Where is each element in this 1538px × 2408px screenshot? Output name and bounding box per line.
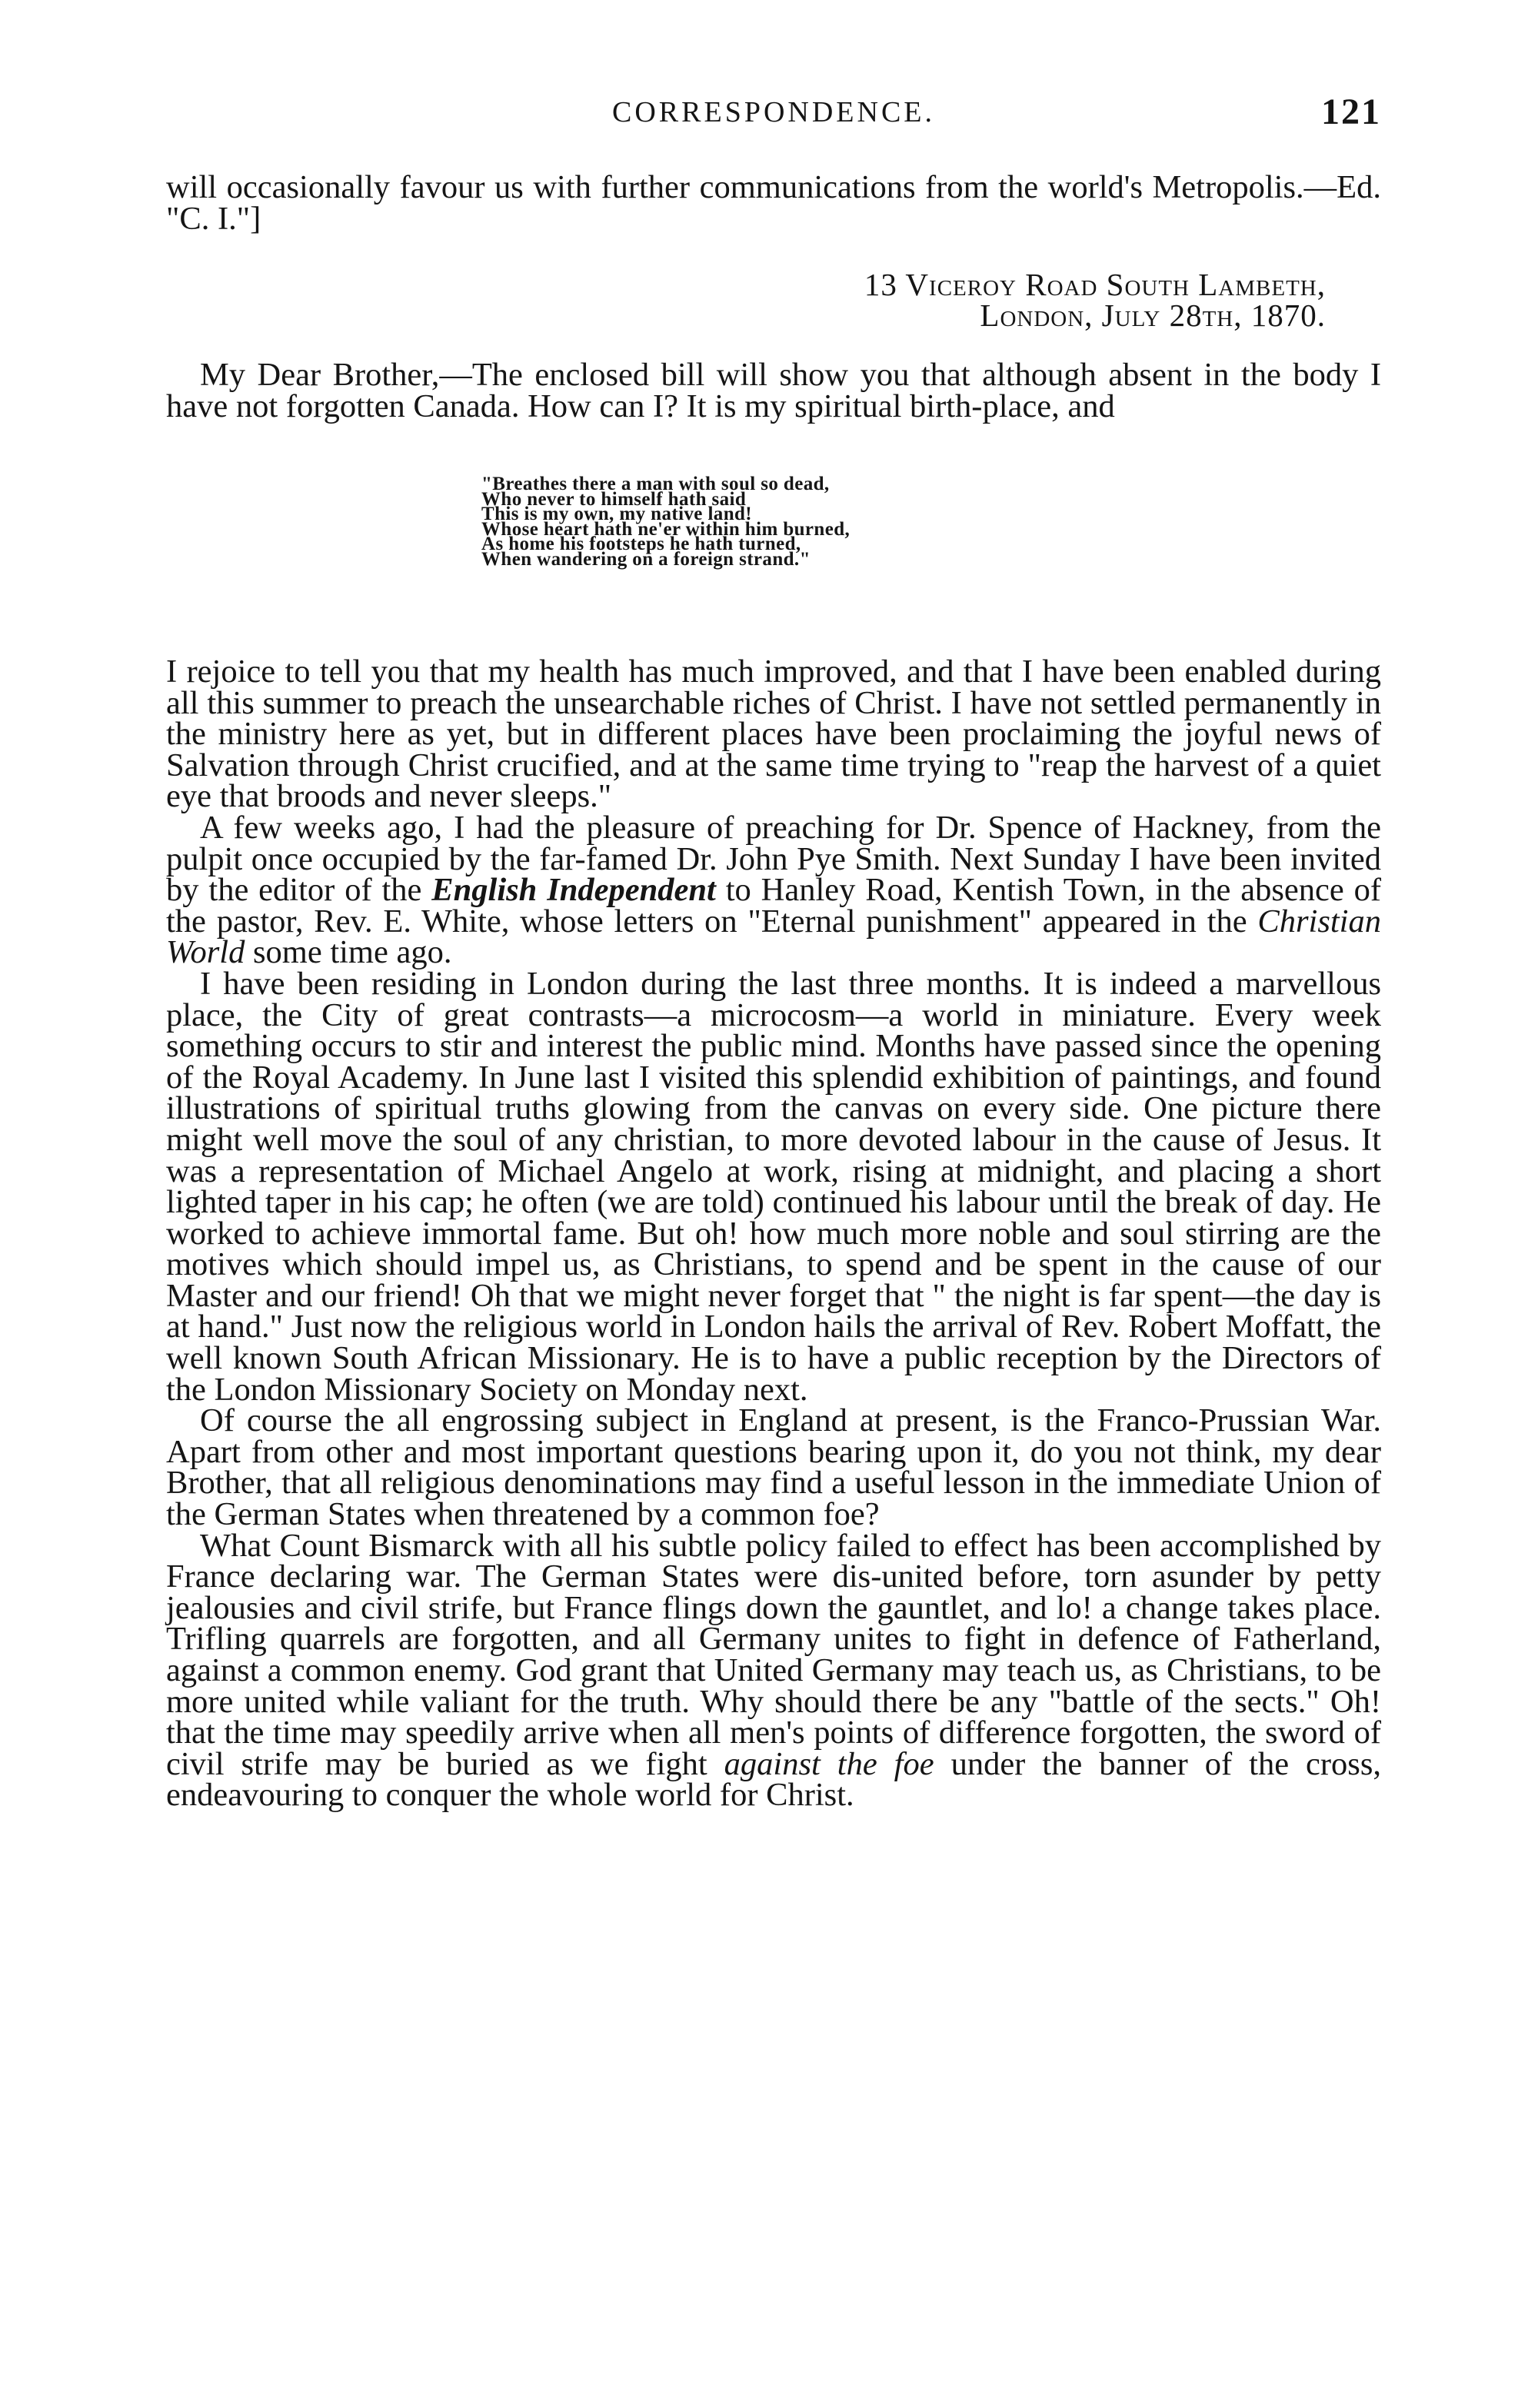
poem-line: "Breathes there a man with soul so dead, bbox=[481, 474, 830, 494]
paragraph-preaching-text-1: A few weeks ago, I had the pleasure of preaching for Dr. Spence of Hackney, from the pulpit once occupied by the far-famed Dr. John Pye Smith. Next Sunday I have been invited by the editor of the bbox=[166, 809, 1381, 909]
letter-body bbox=[166, 654, 1382, 1814]
address-line-2: London, July 28th, 1870. bbox=[980, 298, 1326, 333]
poem-line: Whose heart hath ne'er within him burned, bbox=[481, 518, 851, 540]
paragraph-health: I rejoice to tell you that my health has much improved, and that I have been enabled during all this summer to preach the unsearchable riches of Christ. I have not settled permanently in the ministry here as yet, but in different places have been proclaiming the joyful news of Salvation through Christ crucified, and at the same time trying to "reap the harvest of a quiet eye that broods and never sleeps." bbox=[166, 654, 1381, 815]
poem-line: This is my own, my native land! bbox=[481, 504, 753, 525]
paragraph-preaching-text-2: to Hanley Road, Kentish Town, in the absence of the pastor, Rev. E. White, whose letters on "Eternal punishment" appeared in the bbox=[166, 872, 1382, 940]
paragraph-bismarck bbox=[166, 1527, 1382, 1814]
poem-line: Who never to himself hath said bbox=[481, 488, 747, 510]
english-independent-title: English Independent bbox=[431, 872, 716, 909]
address-line-1: 13 Viceroy Road South Lambeth, bbox=[864, 267, 1326, 302]
against-the-foe-phrase: against the foe bbox=[724, 1745, 934, 1782]
letter-address bbox=[166, 269, 1326, 331]
quoted-poem bbox=[481, 474, 1066, 570]
paragraph-war: Of course the all engrossing subject in England at present, is the Franco-Prussian War. Apart from other and most important questions bearing upon it, do you not think, my dear Brother, that all religious denominations may find a useful lesson in the immediate Union of the German States when threatened by a common foe? bbox=[166, 1402, 1381, 1533]
paragraph-preaching-text-3: some time ago. bbox=[245, 934, 452, 971]
editor-note: will occasionally favour us with further communications from the world's Metropolis.—Ed. "C. I."] bbox=[166, 169, 1381, 237]
page-number: 121 bbox=[1321, 91, 1381, 132]
paragraph-bismarck-text-1: What Count Bismarck with all his subtle policy failed to effect has been accomplished by France declaring war. The German States were dis-united before, torn asunder by petty jealousies and civil strife, but France flings down the gauntlet, and lo! a change takes place. Trifling quarrels are forgotten, and all Germany unites to fight in defence of Fatherland, against a common enemy. God grant that United Germany may teach us, as Christians, to be more united while valiant for the truth. Why should there be any "battle of the sects." Oh! that the time may speedily arrive when all men's points of difference forgotten, the sword of civil strife may be buried as we fight bbox=[166, 1527, 1381, 1782]
paragraph-bismarck-text-2: under the banner of the cross, endeavouring to conquer the whole world for Christ. bbox=[166, 1745, 1382, 1814]
letter-salutation: My Dear Brother,—The enclosed bill will show you that although absent in the body I have not forgotten Canada. How can I? It is my spiritual birth-place, and bbox=[166, 357, 1381, 424]
running-title: CORRESPONDENCE. bbox=[612, 96, 935, 128]
christian-world-title: Christian World bbox=[166, 903, 1381, 971]
paragraph-preaching bbox=[166, 809, 1382, 971]
running-header bbox=[166, 91, 1381, 141]
poem-line: When wandering on a foreign strand." bbox=[481, 548, 811, 570]
poem-line: As home his footsteps he hath turned, bbox=[481, 534, 801, 555]
paragraph-london: I have been residing in London during the last three months. It is indeed a marvellous place, the City of great contrasts—a microcosm—a world in miniature. Every week something occurs to stir and interest the public mind. Months have passed since the opening of the Royal Academy. In June last I visited this splendid exhibition of paintings, and found illustrations of spiritual truths glowing from the canvas on every side. One picture there might well move the soul of any christian, to more devoted labour in the cause of Jesus. It was a representation of Michael Angelo at work, rising at midnight, and placing a short lighted taper in his cap; he often (we are told) continued his labour until the break of day. He worked to achieve immortal fame. But oh! how much more noble and soul stirring are the motives which should impel us, as Christians, to spend and be spent in the cause of our Master and our friend! Oh that we might never forget that " the night is far spent—the day is at hand." Just now the religious world in London hails the arrival of Rev. Robert Moffatt, the well known South African Missionary. He is to have a public reception by the Directors of the London Missionary Society on Monday next. bbox=[166, 965, 1381, 1408]
